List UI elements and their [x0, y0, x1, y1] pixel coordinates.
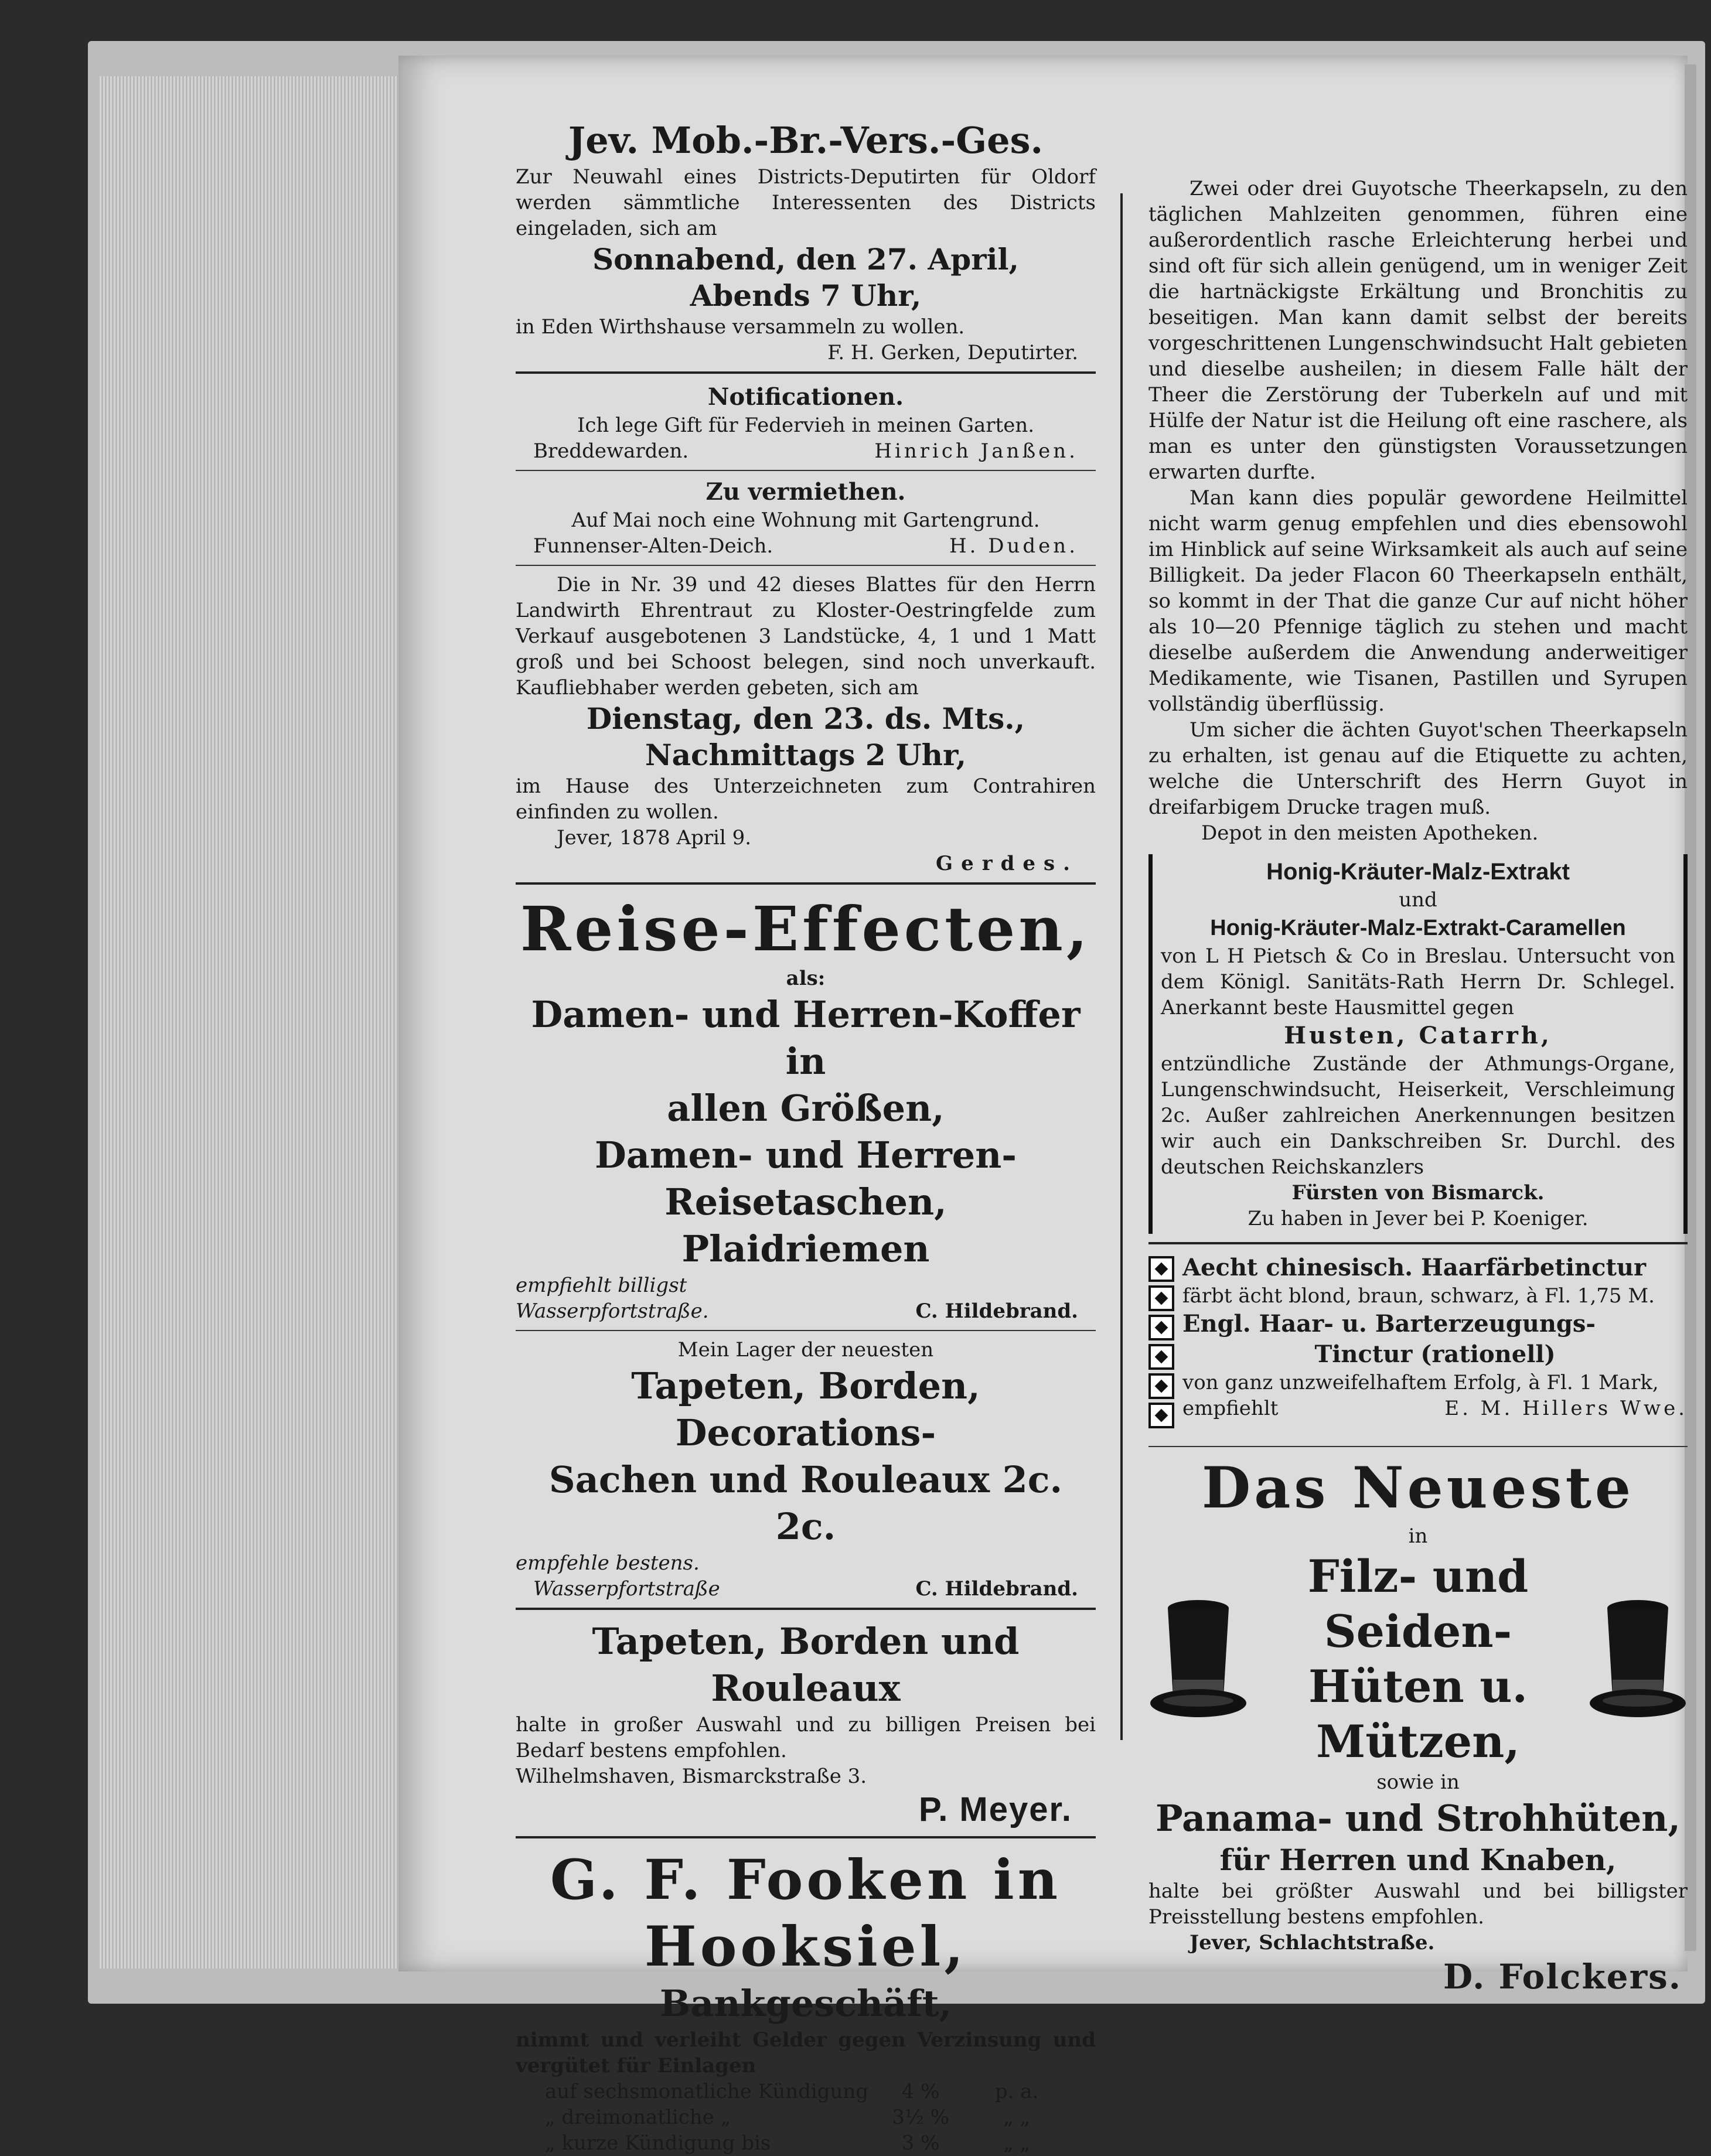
rate-unit: „ „: [1003, 2106, 1031, 2129]
ad-intro: Mein Lager der neuesten: [677, 1338, 934, 1362]
ad-body: halte bei größter Auswahl und bei billigster Preisstellung bestens empfohlen.: [1148, 1879, 1688, 1929]
ad-title: Notificationen.: [707, 383, 904, 411]
ad-line-1: Honig-Kräuter-Malz-Extrakt: [1266, 859, 1570, 885]
separator: [516, 1330, 1096, 1331]
page-stack: [100, 76, 400, 1969]
ad-text: Ich lege Gift für Federvieh in meinen Garten.: [577, 414, 1035, 437]
rate-value: 3½ %: [892, 2106, 949, 2129]
separator: [516, 470, 1096, 471]
ad-headline: Reise-Effecten,: [520, 893, 1092, 965]
ad-body: Die in Nr. 39 und 42 dieses Blattes für den Herrn Landwirth Ehrentraut zu Kloster-Oestringfelde zum Verkauf ausgebotenen 3 Landstücke, 4, 1 und 1 Matt groß und bei Schoost belegen, sind noch unverkauft. Kaufliebhaber werden gebeten, sich am: [516, 573, 1096, 700]
ad-prince: Fürsten von Bismarck.: [1291, 1181, 1545, 1205]
ad-street: Wasserpfortstraße.: [516, 1299, 709, 1323]
meeting-date: Sonnabend, den 27. April,: [592, 242, 1019, 277]
ad-line-1: Aecht chinesisch. Haarfärbetinctur: [1182, 1254, 1647, 1281]
notifications-ad: [516, 382, 1096, 464]
ad-line-3: Engl. Haar- u. Barterzeugungs-: [1182, 1310, 1596, 1338]
ad-name: D. Folckers.: [1443, 1957, 1682, 1997]
ad-line-4: Tinctur (rationell): [1314, 1340, 1556, 1368]
ad-title: Zu vermiethen.: [705, 478, 906, 506]
ad-line-1: Filz- und Seiden-: [1307, 1550, 1529, 1657]
ad-line-2: Honig-Kräuter-Malz-Extrakt-Caramellen: [1210, 916, 1626, 940]
ad-headline: Das Neueste: [1201, 1455, 1635, 1521]
land-sale-ad: [516, 572, 1096, 876]
ad-sowie: sowie in: [1376, 1770, 1460, 1794]
marker-column: [1148, 1253, 1174, 1428]
left-column: [516, 117, 1096, 2156]
item-1a: Damen- und Herren-Koffer in: [531, 993, 1081, 1083]
rate-unit: p. a.: [994, 2080, 1039, 2103]
sale-time: Nachmittags 2 Uhr,: [645, 738, 967, 772]
ad-body: halte in großer Auswahl und zu billigen Preisen bei Bedarf bestens empfohlen.: [516, 1713, 1096, 1762]
notice-body: Zur Neuwahl eines Districts-Deputirten für Oldorf werden sämmtliche Interessenten des Districts eingeladen, sich am: [516, 165, 1096, 240]
ad-address: Jever, Schlachtstraße.: [1189, 1931, 1435, 1954]
ad-name: P. Meyer.: [918, 1790, 1072, 1828]
bank-title: G. F. Fooken in Hooksiel,: [550, 1848, 1062, 1979]
item-2: Damen- und Herren-Reisetaschen,: [594, 1134, 1017, 1223]
ad-line-3: Panama- und Strohhüten,: [1156, 1797, 1681, 1840]
ad-line-2: Hüten u. Mützen,: [1308, 1660, 1528, 1768]
ad-tail: im Hause des Unterzeichneten zum Contrahiren einfinden zu wollen.: [516, 775, 1096, 824]
diamond-box-icon: [1148, 1344, 1174, 1370]
hair-dye-ad: [1148, 1253, 1688, 1428]
ad-street: Wasserpfortstraße: [533, 1577, 720, 1601]
ad-als: als:: [786, 967, 826, 990]
guyot-tar-capsules-article: [1148, 176, 1688, 846]
ad-sold: Zu haben in Jever bei P. Koeniger.: [1248, 1207, 1589, 1230]
article-paragraph: Zwei oder drei Guyotsche Theerkapseln, zu den täglichen Mahlzeiten genommen, führen eine außerordentlich rasche Erleichterung herbei und sind oft für sich allein genügend, um in weniger Zeit die hartnäckigste Erkältung und Bronchitis zu beseitigen. Man kann damit selbst der bereits vorgeschrittenen Lungenschwindsucht Halt gebieten und dieselbe ausheilen; in diesem Falle hält der Theer die Zerstörung der Tuberkeln auf und mit Hülfe der Natur ist die Heilung oft eine raschere, als man es unter den günstigsten Voraussetzungen erwarten durfte.: [1148, 177, 1688, 484]
diamond-box-icon: [1148, 1285, 1174, 1311]
ad-line-4: für Herren und Knaben,: [1219, 1843, 1617, 1877]
top-hat-icon: [1588, 1598, 1688, 1721]
meeting-place: in Eden Wirthshause versammeln zu wollen.: [516, 315, 965, 339]
rent-ad: [516, 477, 1096, 559]
table-row: [545, 2079, 1069, 2104]
travel-goods-ad: [516, 893, 1096, 1324]
ad-line-2: färbt ächt blond, braun, schwarz, à Fl. 1,75 M.: [1182, 1284, 1655, 1308]
separator: [516, 882, 1096, 885]
right-column: [1148, 176, 1688, 1998]
ad-line-2: Sachen und Rouleaux 2c. 2c.: [548, 1458, 1063, 1548]
separator: [516, 1608, 1096, 1610]
ad-name: Hinrich Janßen.: [874, 439, 1078, 463]
rate-unit: „ „: [1003, 2131, 1031, 2155]
rate-value: 3 %: [901, 2131, 940, 2155]
ad-name: C. Hildebrand.: [915, 1577, 1078, 1601]
signature: F. H. Gerken, Deputirter.: [827, 341, 1078, 364]
diamond-box-icon: [1148, 1256, 1174, 1282]
bank-body: nimmt und verleiht Gelder gegen Verzinsung und vergütet für Einlagen: [516, 2028, 1096, 2077]
ad-address: Wilhelmshaven, Bismarckstraße 3.: [516, 1765, 867, 1788]
rate-label: „ dreimonatliche „: [545, 2106, 731, 2129]
ad-line-5: von ganz unzweifelhaftem Erfolg, à Fl. 1 Mark,: [1182, 1371, 1659, 1394]
separator: [516, 1836, 1096, 1838]
notice-title: Jev. Mob.-Br.-Vers.-Ges.: [568, 119, 1044, 162]
wallpaper-ad-meyer: [516, 1618, 1096, 1830]
sale-date: Dienstag, den 23. ds. Mts.,: [586, 701, 1025, 736]
column-divider: [1120, 193, 1123, 1740]
bank-ad: [516, 1847, 1096, 2156]
meeting-time: Abends 7 Uhr,: [690, 278, 922, 313]
separator: [516, 565, 1096, 566]
mob-insurance-notice: [516, 117, 1096, 366]
diamond-box-icon: [1148, 1315, 1174, 1340]
ad-line-1: Tapeten, Borden und: [592, 1620, 1020, 1663]
table-row: [545, 2104, 1069, 2130]
rate-label: auf sechsmonatliche Kündigung: [545, 2080, 869, 2103]
ad-offer: empfehle bestens.: [516, 1551, 700, 1575]
ad-line-2: Rouleaux: [711, 1667, 901, 1710]
separator: [1148, 1446, 1688, 1447]
ad-name: C. Hildebrand.: [915, 1299, 1078, 1323]
article-paragraph: Man kann dies populär gewordene Heilmittel nicht warm genug empfehlen und dies ebensowohl im Hinblick auf seine Wirksamkeit als auch auf seine Billigkeit. Da jeder Flacon 60 Theerkapseln enthält, so kommt in der That die ganze Cur auf nicht höher als 10—20 Pfennige täglich zu stehen und macht dieselbe außerdem die Anwendung anderweitiger Medikamente, wie Tisanen, Pastillen und Syrupen vollständig überflüssig.: [1148, 486, 1688, 716]
diamond-box-icon: [1148, 1403, 1174, 1428]
ad-text: Auf Mai noch eine Wohnung mit Gartengrund.: [571, 509, 1040, 532]
article-paragraph: Um sicher die ächten Guyot'schen Theerkapseln zu erhalten, ist genau auf die Etiquette zu achten, welche die Unterschrift des Herrn Guyot in dreifarbigem Drucke tragen muß.: [1148, 718, 1688, 819]
ad-line-1: Tapeten, Borden, Decorations-: [631, 1364, 980, 1454]
wallpaper-ad-hildebrand: [516, 1337, 1096, 1602]
item-3: Plaidriemen: [681, 1227, 930, 1270]
depot-note: Depot in den meisten Apotheken.: [1201, 821, 1539, 845]
signature: Gerdes.: [936, 852, 1078, 875]
ad-body-2: entzündliche Zustände der Athmungs-Organe, Lungenschwindsucht, Heiserkeit, Verschleimung 2c. Außer zahlreichen Anerkennungen besitzen wir auch ein Dankschreiben Sr. Durchl. des deutschen Reichskanzlers: [1161, 1052, 1675, 1179]
top-hat-icon: [1148, 1598, 1248, 1721]
ad-name: E. M. Hillers Wwe.: [1444, 1397, 1688, 1420]
ad-place: Funnenser-Alten-Deich.: [533, 534, 773, 558]
separator: [1148, 1242, 1688, 1244]
ad-und: und: [1399, 888, 1437, 912]
interest-rate-table: [545, 2079, 1069, 2156]
rate-label: „ kurze Kündigung bis: [545, 2131, 771, 2155]
rate-value: 4 %: [901, 2080, 940, 2103]
ad-body-1: von L H Pietsch & Co in Breslau. Untersucht von dem Königl. Sanitäts-Rath Herrn Dr. Schlegel. Anerkannt beste Hausmittel gegen: [1161, 944, 1675, 1019]
ad-illness: Husten, Catarrh,: [1284, 1022, 1552, 1049]
diamond-box-icon: [1148, 1373, 1174, 1399]
separator: [516, 371, 1096, 374]
item-1b: allen Größen,: [667, 1087, 945, 1130]
ad-place: Breddewarden.: [533, 439, 689, 463]
dateline: Jever, 1878 April 9.: [557, 826, 752, 850]
ad-offer: empfiehlt: [1182, 1397, 1279, 1420]
hat-ad: [1148, 1453, 1688, 1998]
malt-extract-ad: [1148, 854, 1688, 1234]
table-row: [545, 2130, 1069, 2156]
hair-dye-text: [1182, 1253, 1688, 1428]
bank-subtitle: Bankgeschäft,: [659, 1982, 952, 2025]
ad-name: H. Duden.: [949, 534, 1078, 558]
ad-offer: empfiehlt billigst: [516, 1274, 687, 1297]
ad-in: in: [1408, 1524, 1428, 1548]
